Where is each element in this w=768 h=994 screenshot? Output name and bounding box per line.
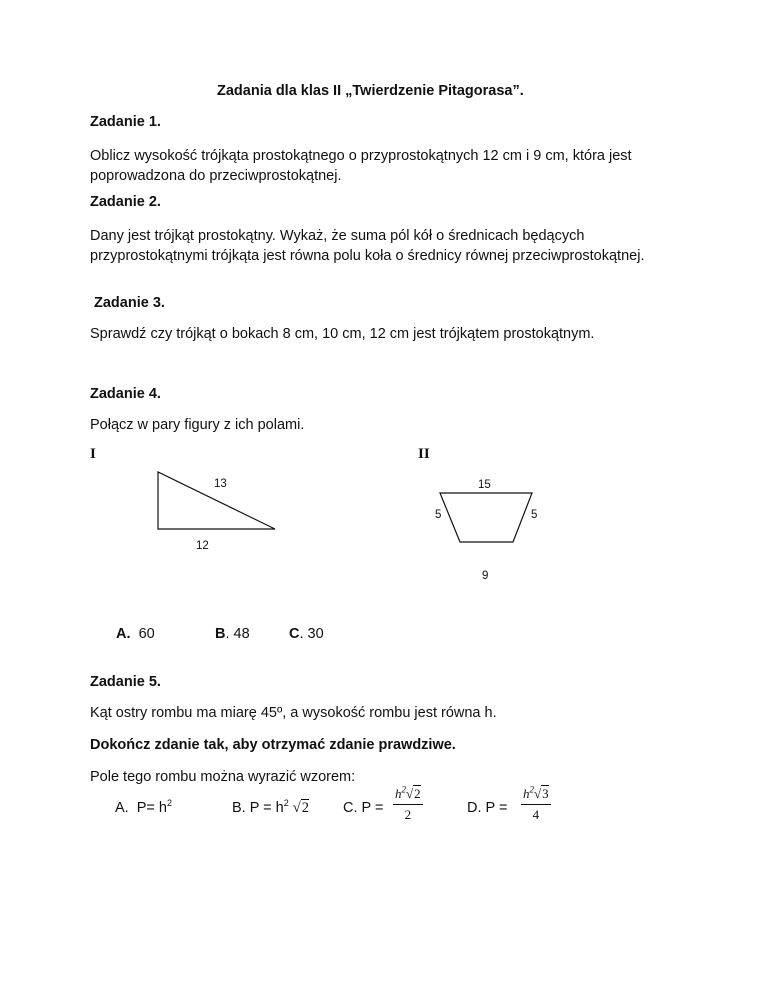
formula-d-fraction (521, 786, 551, 823)
figure-II-label: II (418, 446, 430, 462)
trapezoid-top-label: 15 (478, 479, 491, 491)
area-option-a (116, 626, 155, 642)
formula-c-fraction (393, 786, 423, 823)
area-option-c-value: . 30 (299, 626, 324, 642)
trapezoid-left-label: 5 (435, 509, 442, 521)
trapezoid-bottom-label: 9 (482, 570, 489, 582)
formula-d-letter: D. P = (467, 800, 508, 816)
formula-a-exp: 2 (167, 798, 173, 809)
task-5-text: Kąt ostry rombu ma miarę 45º, a wysokość rombu jest równa h. (90, 705, 497, 721)
sqrt-icon: √2 (292, 800, 309, 816)
trapezoid (440, 493, 532, 542)
task-2-text: Dany jest trójkąt prostokątny. Wykaż, że suma pól kół o średnicach będących przyprostokątnymi trójkąta jest równa polu koła o średnicy równej przeciwprostokątnej. (90, 228, 645, 264)
formula-a (115, 800, 172, 816)
page-title: Zadania dla klas II „Twierdzenie Pitagorasa”. (217, 83, 524, 99)
formula-c-num-exp: 2 (401, 784, 406, 795)
area-option-b (215, 626, 250, 642)
task-5-lead: Pole tego rombu można wyrazić wzorem: (90, 769, 356, 785)
sqrt-icon: √2 (406, 786, 421, 801)
area-option-a-value: 60 (138, 626, 155, 642)
area-option-b-letter: B (215, 626, 226, 642)
formula-b-root: 2 (301, 800, 309, 816)
formula-c-num-base: h (395, 786, 402, 801)
formula-b-text: P = h (249, 800, 284, 816)
area-option-c (289, 626, 324, 642)
task-5-instruction: Dokończ zdanie tak, aby otrzymać zdanie prawdziwe. (90, 737, 456, 753)
formula-d-num-exp: 2 (529, 784, 534, 795)
task-1-heading: Zadanie 1. (90, 114, 161, 130)
task-4-text: Połącz w pary figury z ich polami. (90, 417, 305, 433)
formula-d-num-root: 3 (542, 786, 549, 801)
task-5-heading: Zadanie 5. (90, 674, 161, 690)
formula-a-text: P= h (136, 800, 167, 816)
area-option-c-letter: C (289, 626, 300, 642)
triangle-base-label: 12 (196, 540, 209, 552)
area-option-b-value: . 48 (225, 626, 250, 642)
formula-c-num-root: 2 (414, 786, 421, 801)
formula-a-letter: A. (115, 800, 129, 816)
area-option-a-letter: A. (116, 626, 131, 642)
task-1-text: Oblicz wysokość trójkąta prostokątnego o przyprostokątnych 12 cm i 9 cm, która jest poprowadzona do przeciwprostokątnej. (90, 148, 632, 184)
task-3-text: Sprawdź czy trójkąt o bokach 8 cm, 10 cm, 12 cm jest trójkątem prostokątnym. (90, 326, 595, 342)
task-4-heading: Zadanie 4. (90, 386, 161, 402)
formula-b-letter: B. (232, 800, 246, 816)
figure-I-label: I (90, 446, 96, 462)
formula-c-den: 2 (404, 807, 412, 822)
formula-c-letter: C. P = (343, 800, 384, 816)
triangle-hyp-label: 13 (214, 478, 227, 490)
trapezoid-right-label: 5 (531, 509, 538, 521)
formula-d-den: 4 (532, 807, 540, 822)
task-3-heading: Zadanie 3. (94, 295, 165, 311)
formula-b (232, 800, 309, 817)
formula-b-exp: 2 (283, 798, 289, 809)
task-2-heading: Zadanie 2. (90, 194, 161, 210)
formula-d-num-base: h (523, 786, 530, 801)
sqrt-icon: √3 (534, 786, 549, 801)
